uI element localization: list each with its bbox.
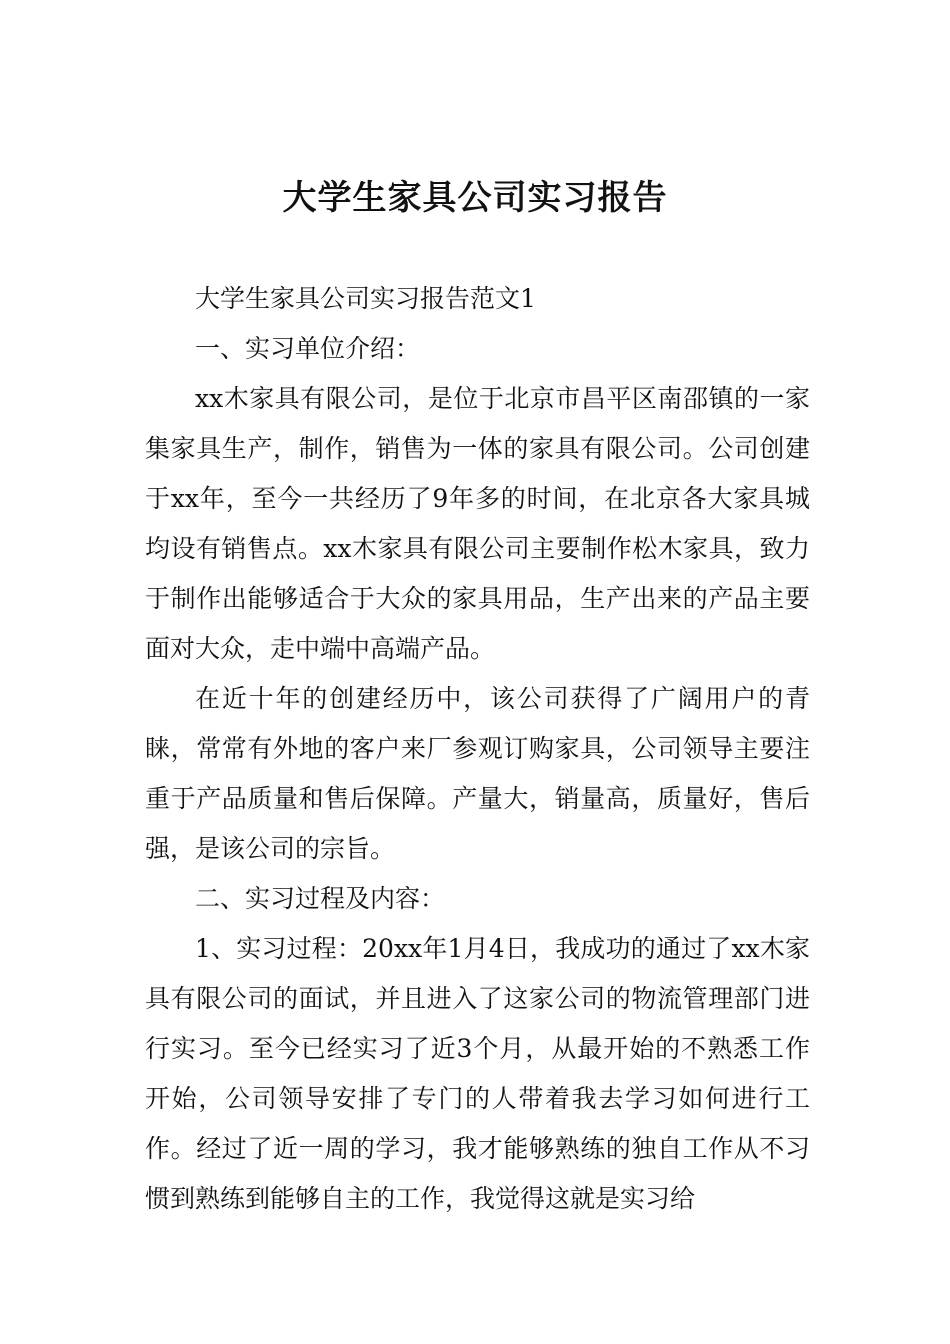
paragraph-heading: 大学生家具公司实习报告范文1 (195, 284, 536, 313)
paragraph: 在近十年的创建经历中，该公司获得了广阔用户的青睐，常常有外地的客户来厂参观订购家具，公司领导主要注重于产品质量和售后保障。产量大，销量高，质量好，售后强，是该公司的宗旨。 (145, 684, 810, 863)
document-body (145, 274, 810, 1224)
section-heading: 一、实习单位介绍： (195, 334, 421, 363)
paragraph: xx木家具有限公司，是位于北京市昌平区南邵镇的一家集家具生产，制作，销售为一体的家具有限公司。公司创建于xx年，至今一共经历了9年多的时间，在北京各大家具城均设有销售点。xx木家具有限公司主要制作松木家具，致力于制作出能够适合于大众的家具用品，生产出来的产品主要面对大众，走中端中高端产品。 (145, 384, 810, 663)
document-title: 大学生家具公司实习报告 (282, 178, 668, 218)
section-heading: 二、实习过程及内容： (195, 884, 446, 913)
paragraph: 1、实习过程：20xx年1月4日，我成功的通过了xx木家具有限公司的面试，并且进入了这家公司的物流管理部门进行实习。至今已经实习了近3个月，从最开始的不熟悉工作开始，公司领导安排了专门的人带着我去学习如何进行工作。经过了近一周的学习，我才能够熟练的独自工作从不习惯到熟练到能够自主的工作，我觉得这就是实习给 (145, 934, 810, 1213)
